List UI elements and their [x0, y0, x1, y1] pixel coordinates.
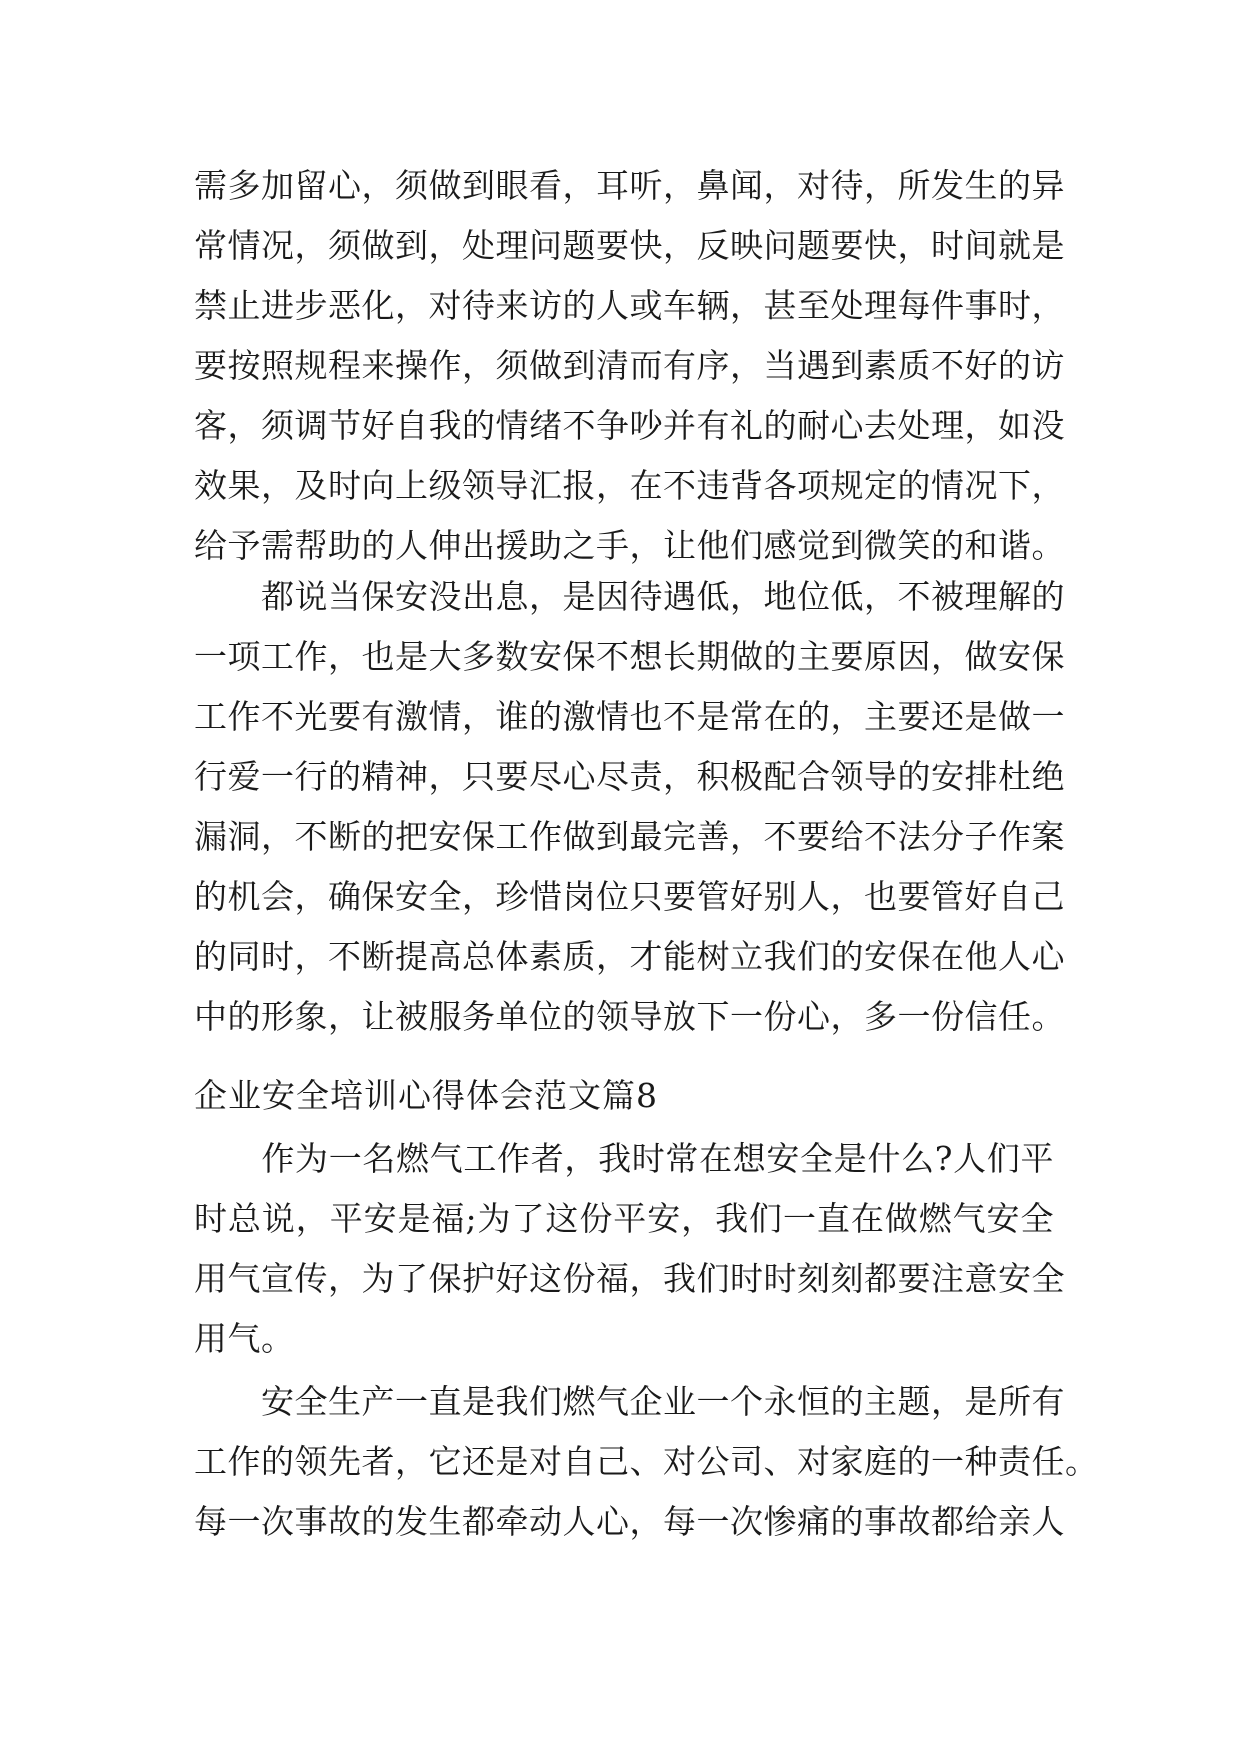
text-line: 都说当保安没出息，是因待遇低，地位低，不被理解的	[194, 577, 1065, 616]
text-line: 工作的领先者，它还是对自己、对公司、对家庭的一种责任。	[194, 1442, 1099, 1481]
text-line: 每一次事故的发生都牵动人心，每一次惨痛的事故都给亲人	[194, 1502, 1065, 1541]
text-line: 安全生产一直是我们燃气企业一个永恒的主题，是所有	[194, 1382, 1065, 1421]
paragraph-security-duties	[194, 156, 1065, 576]
paragraph-safety-production	[194, 1372, 1099, 1552]
text-line: 常情况，须做到，处理问题要快，反映问题要快，时间就是	[194, 226, 1065, 265]
paragraph-gas-worker	[194, 1129, 1065, 1369]
paragraph-security-attitude	[194, 567, 1065, 1047]
text-line: 效果，及时向上级领导汇报，在不违背各项规定的情况下，	[194, 466, 1065, 505]
text-line: 行爱一行的精神，只要尽心尽责，积极配合领导的安排杜绝	[194, 757, 1065, 796]
text-line: 时总说，平安是福;为了这份平安，我们一直在做燃气安全	[194, 1199, 1054, 1238]
text-line: 的同时，不断提高总体素质，才能树立我们的安保在他人心	[194, 937, 1065, 976]
text-line: 用气宣传，为了保护好这份福，我们时时刻刻都要注意安全	[194, 1259, 1065, 1298]
text-line: 需多加留心，须做到眼看，耳听，鼻闻，对待，所发生的异	[194, 166, 1065, 205]
text-line: 漏洞，不断的把安保工作做到最完善，不要给不法分子作案	[194, 817, 1065, 856]
text-line: 的机会，确保安全，珍惜岗位只要管好别人，也要管好自己	[194, 877, 1065, 916]
text-line: 工作不光要有激情，谁的激情也不是常在的，主要还是做一	[194, 697, 1065, 736]
section-heading: 企业安全培训心得体会范文篇8	[194, 1076, 658, 1115]
text-line: 禁止进步恶化，对待来访的人或车辆，甚至处理每件事时，	[194, 286, 1065, 325]
text-line: 客，须调节好自我的情绪不争吵并有礼的耐心去处理，如没	[194, 406, 1065, 445]
text-line: 一项工作，也是大多数安保不想长期做的主要原因，做安保	[194, 637, 1065, 676]
text-line: 中的形象，让被服务单位的领导放下一份心，多一份信任。	[194, 997, 1065, 1036]
text-line: 用气。	[194, 1319, 295, 1358]
text-line: 要按照规程来操作，须做到清而有序，当遇到素质不好的访	[194, 346, 1065, 385]
text-line: 作为一名燃气工作者，我时常在想安全是什么?人们平	[194, 1139, 1054, 1178]
text-line: 给予需帮助的人伸出援助之手，让他们感觉到微笑的和谐。	[194, 526, 1065, 565]
